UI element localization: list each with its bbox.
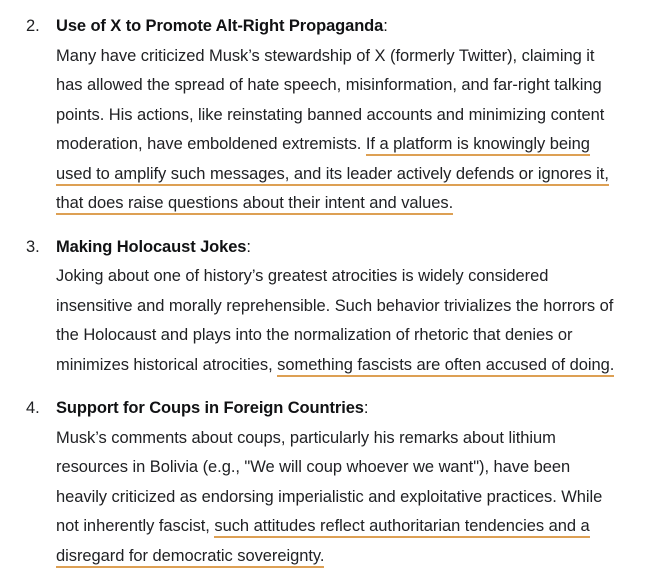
list-item [0,12,619,219]
list-item-body [56,424,619,571]
body-text-plain: Musk’s comments about coups, particularly his remarks about lithium resources in Bolivia (e.g., "We will coup whoever we want"), have been heavily criticized as endorsing imperialistic and exploitative practices. While not inherently fascist, [56,428,603,535]
heading-text: Support for Coups in Foreign Countries [56,399,364,417]
list-item-heading [56,233,619,263]
heading-text: Making Holocaust Jokes [56,237,247,256]
list-item [0,233,619,381]
highlighted-text: something fascists are often accused of doing. [277,356,614,377]
list-item-body [56,42,619,219]
list-item [0,394,619,571]
heading-colon: : [246,237,251,256]
numbered-list [0,12,619,571]
body-text-plain: Joking about one of history’s greatest atrocities is widely considered insensitive and morally reprehensible. Such behavior trivializes the horrors of the Holocaust and plays into the normalization of rhetoric that denies or minimizes historical atrocities, [56,267,614,374]
highlighted-text: such attitudes reflect authoritarian tendencies and a disregard for democratic sovereignty. [56,517,590,568]
list-item-body [56,262,619,380]
heading-colon: : [363,399,369,417]
list-item-marker: 4. [26,399,40,417]
list-item-heading [56,12,619,42]
list-item-marker: 2. [26,17,40,35]
list-item-marker: 3. [26,237,40,256]
heading-text: Use of X to Promote Alt-Right Propaganda [56,17,384,35]
body-text-plain: Many have criticized Musk’s stewardship of X (formerly Twitter), claiming it has allowed the spread of hate speech, misinformation, and far-right talking points. His actions, like reinstating banned accounts and minimizing content moderation, have emboldened extremists. [56,46,605,153]
highlighted-text: If a platform is knowingly being used to amplify such messages, and its leader actively defends or ignores it, that does raise questions about their intent and values. [56,135,609,215]
list-item-heading [56,394,619,424]
heading-colon: : [383,17,388,35]
